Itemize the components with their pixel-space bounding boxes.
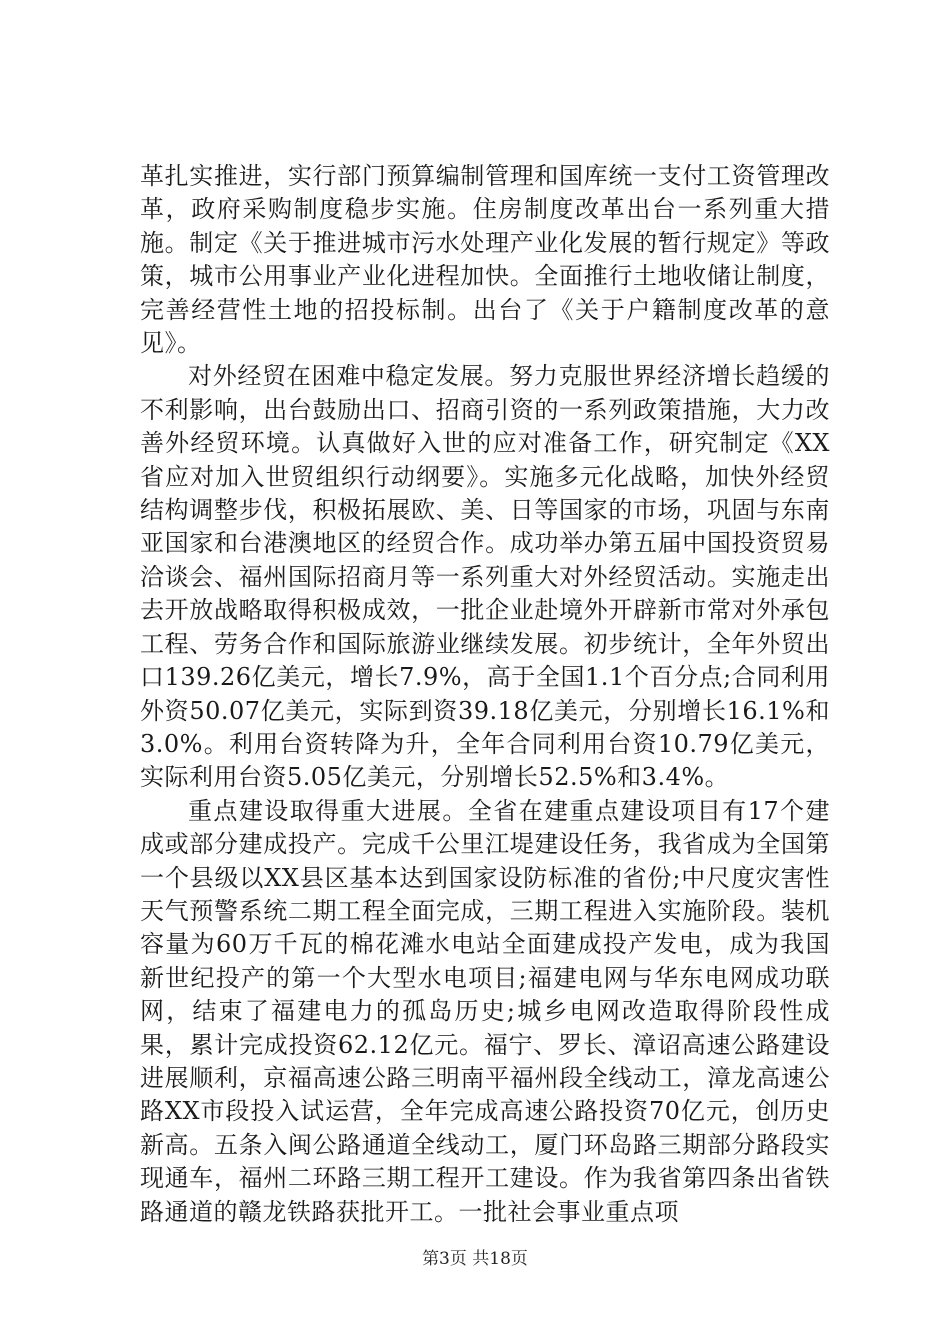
paragraph-key-construction: 重点建设取得重大进展。全省在建重点建设项目有17个建成或部分建成投产。完成千公里江堤建设任务，我省成为全国第一个县级以XX县区基本达到国家设防标准的省份;中尺度灾害性天气预警系统二期工程全面完成，三期工程进入实施阶段。装机容量为60万千瓦的棉花滩水电站全面建成投产发电，成为我国新世纪投产的第一个大型水电项目;福建电网与华东电网成功联网，结束了福建电力的孤岛历史;城乡电网改造取得阶段性成果，累计完成投资62.12亿元。福宁、罗长、漳诏高速公路建设进展顺利，京福高速公路三明南平福州段全线动工，漳龙高速公路XX市段投入试运营，全年完成高速公路投资70亿元，创历史新高。五条入闽公路通道全线动工，厦门环岛路三期部分路段实现通车，福州二环路三期工程开工建设。作为我省第四条出省铁路通道的赣龙铁路获批开工。一批社会事业重点项 bbox=[140, 796, 830, 1226]
paragraph-reform: 革扎实推进，实行部门预算编制管理和国库统一支付工资管理改革，政府采购制度稳步实施。住房制度改革出台一系列重大措施。制定《关于推进城市污水处理产业化发展的暂行规定》等政策，城市公用事业产业化进程加快。全面推行土地收储让制度，完善经营性土地的招投标制。出台了《关于户籍制度改革的意见》。 bbox=[140, 162, 830, 358]
page-number-footer: 第3页 共18页 bbox=[422, 1249, 528, 1269]
document-body bbox=[140, 160, 830, 1229]
paragraph-foreign-trade: 对外经贸在困难中稳定发展。努力克服世界经济增长趋缓的不利影响，出台鼓励出口、招商引资的一系列政策措施，大力改善外经贸环境。认真做好入世的应对准备工作，研究制定《XX省应对加入世贸组织行动纲要》。实施多元化战略，加快外经贸结构调整步伐，积极拓展欧、美、日等国家的市场，巩固与东南亚国家和台港澳地区的经贸合作。成功举办第五届中国投资贸易洽谈会、福州国际招商月等一系列重大对外经贸活动。实施走出去开放战略取得积极成效，一批企业赴境外开辟新市常对外承包工程、劳务合作和国际旅游业继续发展。初步统计，全年外贸出口139.26亿美元，增长7.9%，高于全国1.1个百分点;合同利用外资50.07亿美元，实际到资39.18亿美元，分别增长16.1%和3.0%。利用台资转降为升，全年合同利用台资10.79亿美元，实际利用台资5.05亿美元，分别增长52.5%和3.4%。 bbox=[140, 362, 830, 792]
